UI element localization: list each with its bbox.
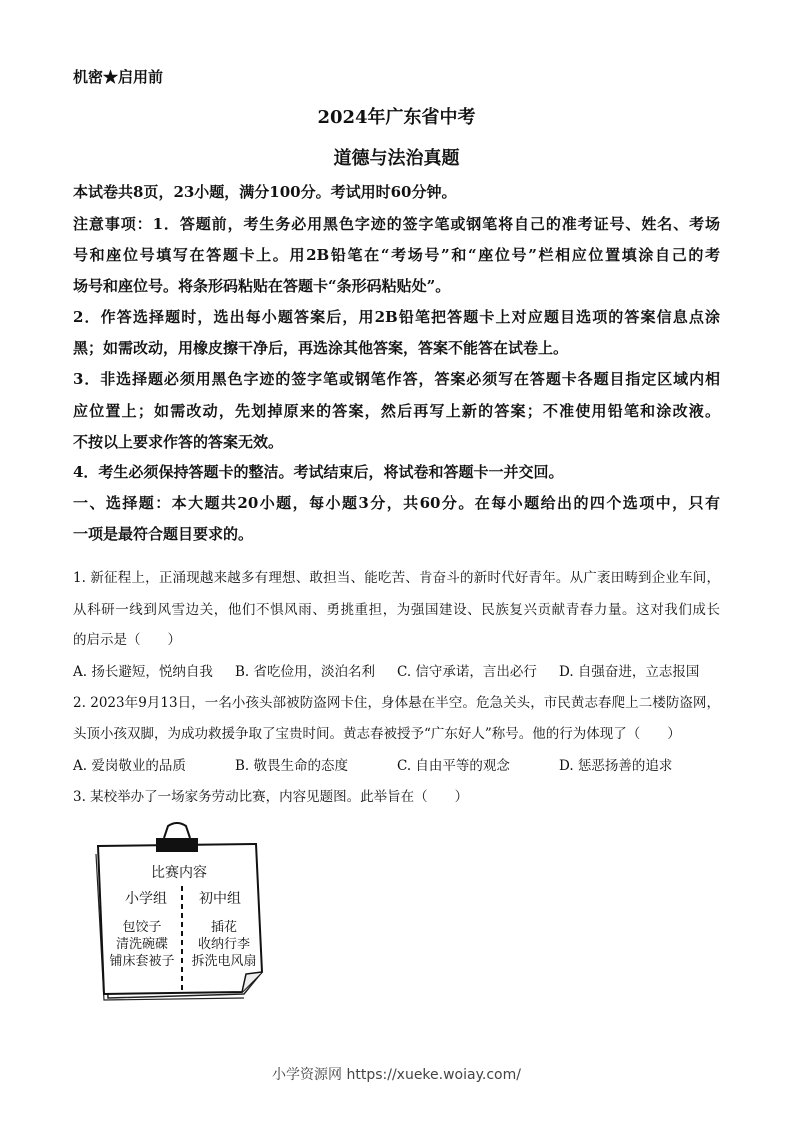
primary-item: 清洗碗碟 [115,937,168,952]
page-title: 2024年广东省中考 [317,107,476,128]
question-1-options [73,660,720,680]
option-b: B. 省吃俭用，淡泊名利 [235,664,376,680]
question-2-line: 2. 2023年9月13日，一名小孩头部被防盗网卡住，身体悬在半空。危急关头，市民黄志春爬上二楼防盗网， [73,695,720,711]
option-c: C. 自由平等的观念 [397,758,510,774]
question-1-line: 的启示是（ ） [73,632,181,648]
figure-title: 比赛内容 [151,865,207,881]
note-line: 黑；如需改动，用橡皮擦干净后，再选涂其他答案，答案不能答在试卷上。 [73,339,569,357]
secret-label: 机密★启用前 [73,68,164,86]
question-1-line: 1. 新征程上，正涌现越来越多有理想、敢担当、能吃苦、肯奋斗的新时代好青年。从广袤田畴到企业车间， [73,570,720,586]
note-line: 场号和座位号。将条形码粘贴在答题卡“条形码粘贴处”。 [73,277,451,295]
option-d: D. 自强奋进，立志报国 [559,664,700,680]
option-a: A. 爱岗敬业的品质 [73,758,186,774]
primary-group-label: 小学组 [125,891,167,907]
option-d: D. 惩恶扬善的追求 [559,758,673,774]
section-heading: 一项是最符合题目要求的。 [73,525,254,543]
clipboard-paper-drawing [84,822,280,1008]
option-c: C. 信守承诺，言出必行 [397,664,537,680]
note-line: 2．作答选择题时，选出每小题答案后，用2B铅笔把答题卡上对应题目选项的答案信息点涂 [73,308,720,326]
question-2-options [73,754,720,774]
question-2-line: 头顶小孩双脚，为成功救援争取了宝贵时间。黄志春被授予“广东好人”称号。他的行为体现了（ ） [73,726,681,742]
page-subtitle: 道德与法治真题 [333,148,460,169]
junior-item: 收纳行李 [197,937,250,952]
question-1-line: 从科研一线到风雪边关，他们不惧风雨、勇挑重担，为强国建设、民族复兴贡献青春力量。这对我们成长 [73,602,720,618]
note-line: 不按以上要求作答的答案无效。 [73,433,284,451]
junior-item: 拆洗电风扇 [191,954,257,969]
junior-item: 插花 [210,920,237,935]
note-line: 4．考生必须保持答题卡的整洁。考试结束后，将试卷和答题卡一并交回。 [73,463,564,481]
question-3-line: 3. 某校举办了一场家务劳动比赛，内容见题图。此举旨在（ ） [73,789,469,805]
primary-item: 铺床套被子 [109,954,175,969]
junior-group-label: 初中组 [199,891,241,907]
note-line: 3．非选择题必须用黑色字迹的签字笔或钢笔作答，答案必须写在答题卡各题目指定区域内相 [73,370,720,388]
option-b: B. 敬畏生命的态度 [235,758,349,774]
section-heading: 一、选择题：本大题共20小题，每小题3分，共60分。在每小题给出的四个选项中，只有 [73,494,720,512]
note-line: 应位置上；如需改动，先划掉原来的答案，然后再写上新的答案；不准使用铅笔和涂改液。 [73,402,720,420]
option-a: A. 扬长避短，悦纳自我 [73,664,213,680]
footer-watermark: 小学资源网 https://xueke.woiay.com/ [272,1067,521,1083]
primary-item: 包饺子 [122,920,162,935]
note-line: 注意事项：1．答题前，考生务必用黑色字迹的签字笔或钢笔将自己的准考证号、姓名、考场 [73,215,720,233]
note-line: 号和座位号填写在答题卡上。用2B铅笔在“考场号”和“座位号”栏相应位置填涂自己的考 [73,246,720,264]
note-line: 本试卷共8页，23小题，满分100分。考试用时60分钟。 [73,183,457,201]
competition-content-figure [84,822,280,1008]
